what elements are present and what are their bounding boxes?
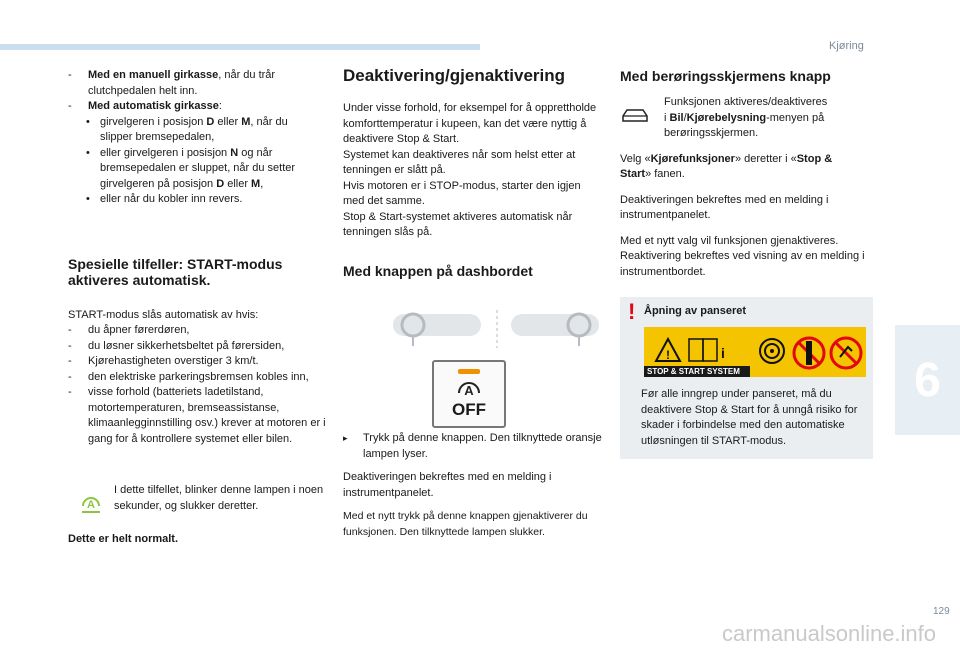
note-block: A I dette tilfellet, blinker denne lampen i noen sekunder, og slukker deretter. xyxy=(68,483,326,514)
warning-text: Før alle inngrep under panseret, må du deaktivere Stop & Start for å unngå risiko for skader i forbindelse med den automatiske utløsningen til START-modus. xyxy=(641,388,858,447)
paragraph: Systemet kan deaktiveres når som helst etter at tenningen er slått på. xyxy=(343,148,576,176)
column-left xyxy=(68,68,326,548)
step-item: ▸ Trykk på denne knappen. Den tilknyttede oransje lampen lyser. xyxy=(343,432,602,460)
paragraph: Hvis motoren er i STOP-modus, starter den igjen med det samme. xyxy=(343,179,581,207)
section-label: Kjøring xyxy=(829,40,864,52)
dashboard-button-heading: Med knappen på dashbordet xyxy=(343,262,533,279)
intro-text: START-modus slås automatisk av hvis: xyxy=(68,308,259,321)
list-item: - Med automatisk girkasse: xyxy=(68,100,222,112)
header-bar xyxy=(0,44,480,50)
select-instruction: Velg «Kjørefunksjoner» deretter i «Stop & Start» fanen. xyxy=(620,152,833,180)
orange-indicator-lamp xyxy=(458,369,480,374)
normal-text: Dette er helt normalt. xyxy=(68,533,179,545)
paragraph: Med et nytt trykk på denne knappen gjenaktiverer du funksjonen. Den tilknyttede lampen slukker. xyxy=(343,510,588,538)
svg-text:i: i xyxy=(721,345,725,361)
deactivation-heading: Deaktivering/gjenaktivering xyxy=(343,66,566,85)
warning-box xyxy=(620,297,873,459)
stop-start-green-icon xyxy=(80,493,102,513)
list-item: - den elektriske parkeringsbremsen kobles inn, xyxy=(68,370,309,383)
svg-text:!: ! xyxy=(666,348,670,362)
step-block xyxy=(343,431,605,540)
warning-exclamation-icon: ! xyxy=(628,299,636,324)
touchscreen-heading: Med berøringsskjermens knapp xyxy=(620,68,831,84)
warning-title: Åpning av panseret xyxy=(644,305,747,317)
list-item: • girvelgeren i posisjon D eller M, når du slipper bremsepedalen, xyxy=(86,115,288,143)
paragraph: Deaktiveringen bekreftes med en melding i instrumentpanelet. xyxy=(620,193,829,221)
list-item: - du åpner førerdøren, xyxy=(68,324,190,336)
list-item: - Med en manuell girkasse, når du trår clutchpedalen helt inn. xyxy=(68,69,276,97)
paragraph: Stop & Start-systemet aktiveres automatisk når tenningen slås på. xyxy=(343,210,573,238)
column-middle xyxy=(343,66,605,538)
off-label: OFF xyxy=(452,400,486,419)
list-item: • eller når du kobler inn revers. xyxy=(86,193,243,205)
paragraph: Med et nytt valg vil funksjonen gjenaktiveres. Reaktivering bekreftes ved visning av en melding i instrumentbordet. xyxy=(620,234,865,278)
chapter-tab xyxy=(895,325,960,435)
watermark: carmanualsonline.info xyxy=(722,621,937,646)
stop-start-banner: STOP & START SYSTEM xyxy=(644,366,750,377)
chapter-number: 6 xyxy=(914,353,941,407)
paragraph: Under visse forhold, for eksempel for å opprettholde komforttemperatur i kupeen, kan det være nyttig å deaktivere Stop & Start. xyxy=(343,102,597,145)
page-number: 129 xyxy=(933,606,950,617)
list-item: - du løsner sikkerhetsbeltet på førersiden, xyxy=(68,339,285,352)
dashboard-illustration xyxy=(391,308,601,350)
paragraph: Deaktiveringen bekreftes med en melding i instrumentpanelet. xyxy=(343,471,552,499)
list-item: - Kjørehastigheten overstiger 3 km/t. xyxy=(68,355,259,367)
svg-text:A: A xyxy=(87,499,95,511)
car-icon xyxy=(620,107,650,123)
touchscreen-block: Funksjonen aktiveres/deaktiveres i Bil/Kjørebelysning-menyen på berøringsskjermen. xyxy=(620,95,876,142)
stop-start-off-button[interactable] xyxy=(432,360,506,428)
list-item: • eller girvelgeren i posisjon N og når bremsepedalen er sluppet, når du setter girvelgeren på posisjon D eller M, xyxy=(86,146,296,190)
stop-start-icon xyxy=(456,378,482,400)
list-item: - visse forhold (batteriets ladetilstand, motortemperaturen, bremseassistanse, klimaanlegginnstilling osv.) krever at motoren er i gang for å kontrollere systemet eller bilen. xyxy=(68,386,326,445)
special-cases-heading: Spesielle tilfeller: START-modus aktiveres automatisk. xyxy=(68,255,283,288)
svg-text:A: A xyxy=(464,383,474,398)
column-right xyxy=(620,68,876,280)
